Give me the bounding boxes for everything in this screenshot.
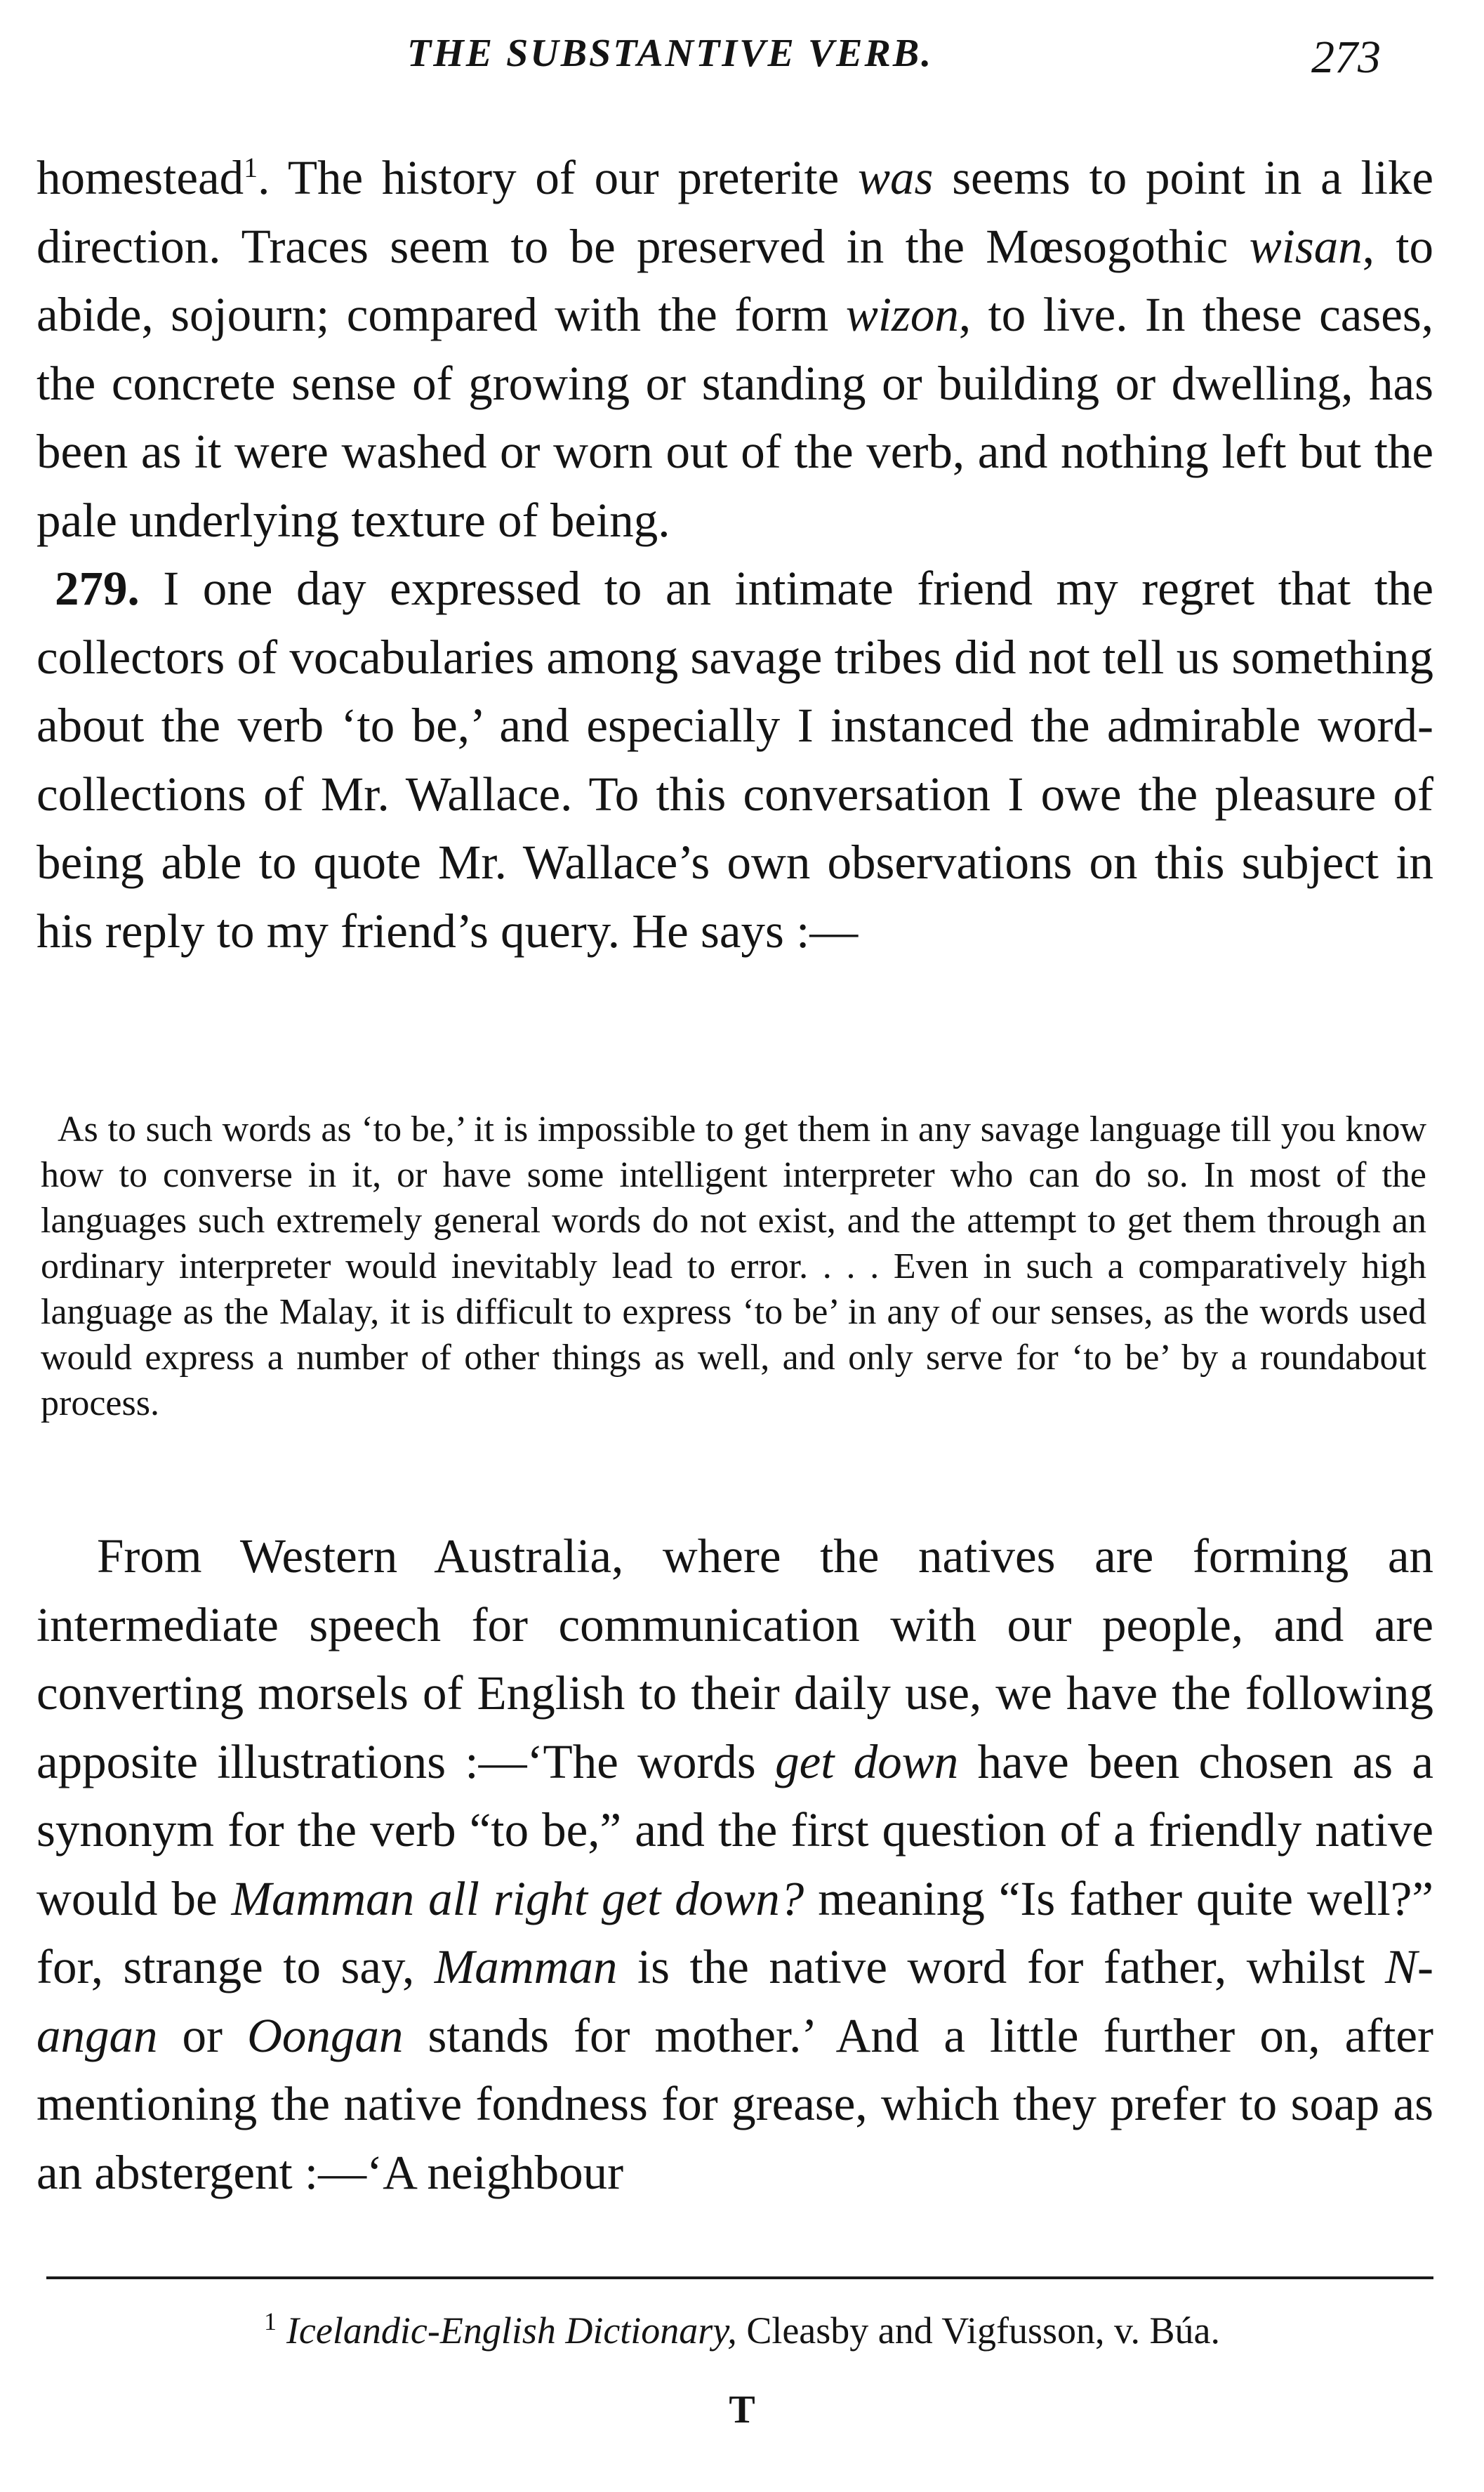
block-quote bbox=[41, 1107, 1426, 1426]
italic-term: Mamman all right get down? bbox=[231, 1871, 804, 1925]
text-run: , to abide, sojourn; compared with the form bbox=[37, 219, 1434, 341]
text-run: homestead bbox=[37, 151, 244, 204]
footnote-mark: 1 bbox=[263, 2307, 277, 2335]
italic-term: Oongan bbox=[247, 2008, 404, 2062]
footnote bbox=[0, 2293, 1484, 2359]
main-text bbox=[37, 133, 1433, 965]
footnote-reference: 1 bbox=[244, 152, 258, 183]
text-run: From Western Australia, where the natives are forming an intermediate speech for communication with our people, and are converting morsels of English to their daily use, we have the following apposite illustrations :—‘The words bbox=[37, 1529, 1433, 1788]
page-header bbox=[0, 31, 1484, 87]
quote-text: As to such words as ‘to be,’ it is impossible to get them in any savage language till you know how to converse in it, or have some intelligent interpreter who can do so. In most of the languages such extremely general words do not exist, and the attempt to get them through an ordinary interpreter would inevitably lead to error. . . . Even in such a comparatively high language as the Malay, it is difficult to express ‘to be’ in any of our senses, as the words used would express a number of other things as well, and only serve for ‘to be’ by a roundabout process. bbox=[41, 1109, 1426, 1423]
italic-term: get down bbox=[775, 1734, 959, 1788]
text-run: is the native word for father, whilst bbox=[617, 1940, 1385, 1993]
section-number: 279. bbox=[55, 562, 140, 615]
footnote-title: Icelandic-English Dictionary, bbox=[286, 2309, 737, 2352]
text-run: , to live. In these cases, the concrete sense of growing or standing or building or dwelling, has been as it were washed or worn out of the verb, and nothing left but the pale underlying texture of being. bbox=[37, 288, 1434, 547]
text-run: or bbox=[157, 2008, 248, 2062]
text-run: . The history of our preterite bbox=[258, 151, 859, 204]
main-text-continued bbox=[37, 1522, 1433, 2207]
text-run: meaning “Is father quite well?” for, strange to say, bbox=[37, 1871, 1433, 1993]
footnote-divider bbox=[46, 2276, 1433, 2279]
italic-term: Mamman bbox=[434, 1940, 618, 1993]
italic-term: wisan bbox=[1249, 219, 1363, 273]
text-run: I one day expressed to an intimate friend my regret that the collectors of vocabularies among savage tribes did not tell us something about the verb ‘to be,’ and especially I instanced the admirable word-collections of Mr. Wallace. To this conversation I owe the pleasure of being able to quote Mr. Wallace’s own observations on this subject in his reply to my friend’s query. He says :— bbox=[37, 562, 1433, 958]
running-title: THE SUBSTANTIVE VERB. bbox=[407, 32, 934, 75]
paragraph-homestead bbox=[37, 133, 1433, 555]
text-run: seems to point in a like direction. Traces seem to be preserved in the Mœsogothic bbox=[37, 151, 1434, 273]
page-number: 273 bbox=[1311, 32, 1381, 83]
paragraph-western-australia bbox=[37, 1522, 1433, 2207]
text-run: have been chosen as a synonym for the verb “to be,” and the first question of a friendly native would be bbox=[37, 1734, 1433, 1925]
italic-term: was bbox=[858, 151, 934, 204]
signature-mark: T bbox=[729, 2388, 755, 2432]
footnote-citation: Cleasby and Vigfusson, v. Búa. bbox=[736, 2309, 1221, 2352]
paragraph-279 bbox=[37, 555, 1433, 965]
text-run: stands for mother.’ And a little further on, after mentioning the native fondness for grease, which they prefer to soap as an abstergent :—‘A neighbour bbox=[37, 2008, 1433, 2199]
italic-term: wizon bbox=[845, 288, 959, 341]
italic-term: N-angan bbox=[37, 1940, 1433, 2062]
